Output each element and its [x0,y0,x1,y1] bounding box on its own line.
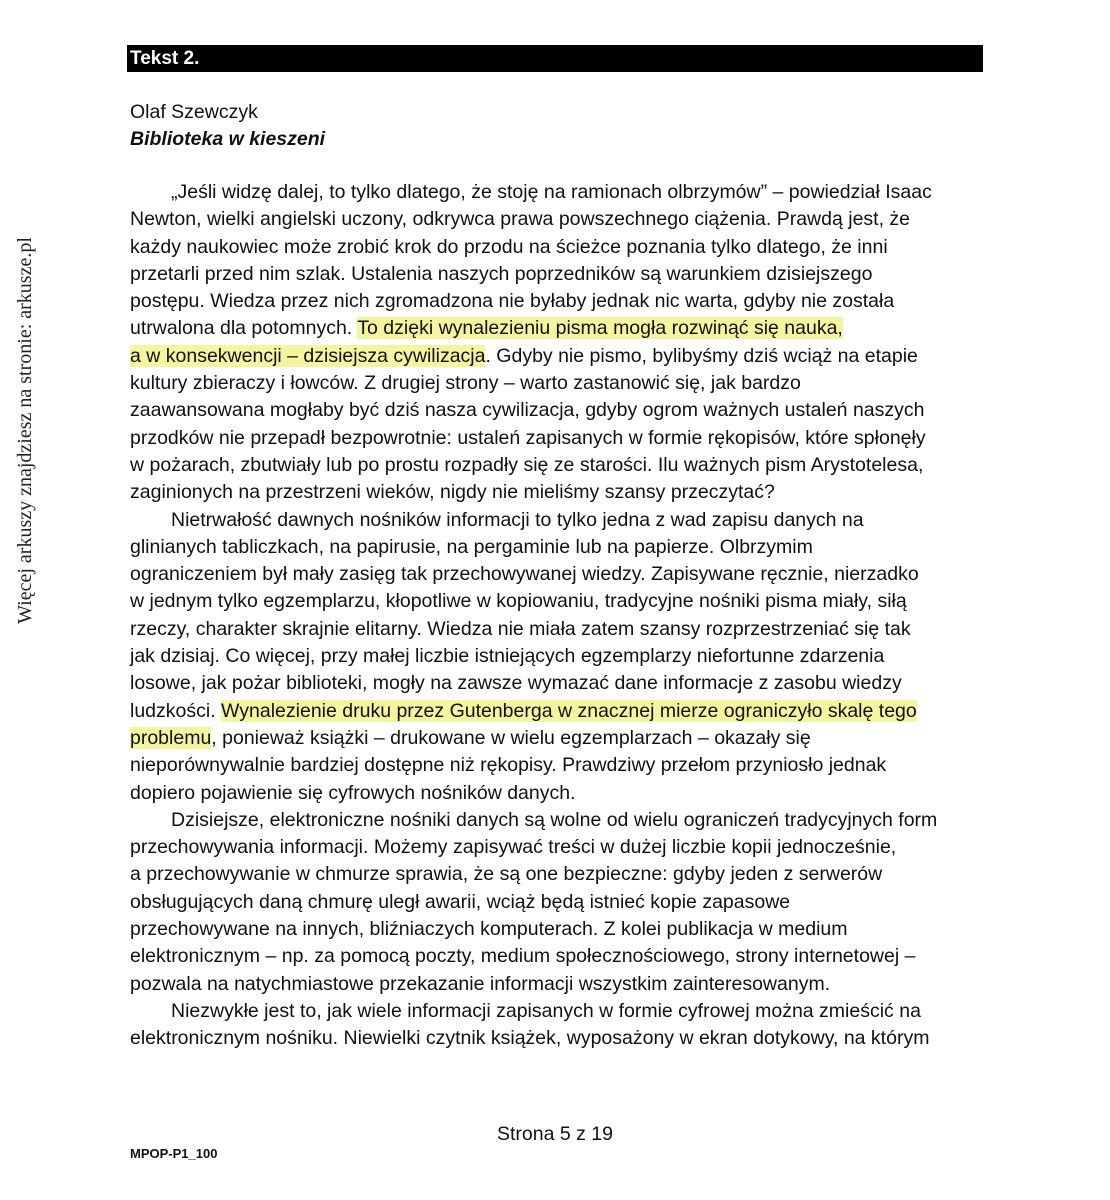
text-line [130,179,990,206]
text-line [130,616,990,643]
text-line [130,752,990,779]
highlighted-text: Wynalezienie druku przez Gutenberga w znacznej mierze ograniczyło skalę tego [221,699,917,722]
text-line [130,370,990,397]
text-line [130,861,990,888]
text-line [130,889,990,916]
text-segment: . Gdyby nie pismo, bylibyśmy dziś wciąż na etapie [485,344,918,367]
text-line [130,1025,990,1052]
text-line [130,834,990,861]
text-segment: przetarli przed nim szlak. Ustalenia naszych poprzedników są warunkiem dzisiejszego [130,262,873,285]
text-line [130,425,990,452]
text-line [130,780,990,807]
text-segment: pozwala na natychmiastowe przekazanie informacji wszystkim zainteresowanym. [130,972,831,995]
text-segment: przechowywane na innych, bliźniaczych komputerach. Z kolei publikacja w medium [130,918,848,941]
side-watermark [8,210,42,650]
text-line [130,998,990,1025]
page-number: Strona 5 z 19 [497,1123,613,1145]
text-segment: zaawansowana mogłaby być dziś nasza cywilizacja, gdyby ogrom ważnych ustaleń naszych [130,399,925,422]
text-line [130,698,990,725]
text-segment: postępu. Wiedza przez nich zgromadzona nie byłaby jednak nic warta, gdyby nie została [130,290,895,313]
text-segment: glinianych tabliczkach, na papirusie, na pergaminie lub na papierze. Olbrzymim [130,535,813,558]
text-line [130,261,990,288]
text-segment: zaginionych na przestrzeni wieków, nigdy nie mieliśmy szansy przeczytać? [130,481,775,504]
text-segment: obsługujących daną chmurę uległ awarii, wciąż będą istnieć kopie zapasowe [130,890,791,913]
text-line [130,916,990,943]
section-label-bar: Tekst 2. [127,45,983,72]
text-segment: nieporównywalnie bardziej dostępne niż rękopisy. Prawdziwy przełom przyniosło jednak [130,754,887,777]
text-segment: elektronicznym nośniku. Niewielki czytnik książek, wyposażony w ekran dotykowy, na którym [130,1027,930,1050]
side-watermark-text: Więcej arkuszy znajdziesz na stronie: arkusze.pl [13,236,36,624]
text-line [130,479,990,506]
text-line [130,725,990,752]
text-segment: utrwalona dla potomnych. [130,317,358,340]
text-segment: „Jeśli widzę dalej, to tylko dlatego, że stoję na ramionach olbrzymów” – powiedział Isaac [171,181,932,203]
text-line [130,507,990,534]
text-segment: a przechowywanie w chmurze sprawia, że są one bezpieczne: gdyby jeden z serwerów [130,863,883,886]
text-line [130,971,990,998]
exam-code: MPOP-P1_100 [130,1146,218,1161]
text-line [130,206,990,233]
body-text [130,179,990,1053]
text-line [130,588,990,615]
text-segment: ograniczeniem był mały zasięg tak przechowywanej wiedzy. Zapisywane ręcznie, nierzadko [130,563,919,586]
text-line [130,561,990,588]
text-segment: przechowywania informacji. Możemy zapisywać treści w dużej liczbie kopii jednocześnie, [130,836,897,859]
text-line [130,288,990,315]
text-segment: przodków nie przepadł bezpowrotnie: ustaleń zapisanych w formie rękopisów, które spłonęły [130,426,926,449]
author-name: Olaf Szewczyk [130,101,258,123]
highlighted-text: To dzięki wynalezieniu pisma mogła rozwinąć się nauka, [357,317,843,340]
text-segment: , ponieważ książki – drukowane w wielu egzemplarzach – okazały się [211,726,811,749]
text-segment: losowe, jak pożar biblioteki, mogły na zawsze wymazać dane informacje z zasobu wiedzy [130,672,902,695]
text-segment: każdy naukowiec może zrobić krok do przodu na ścieżce poznania tylko dlatego, że inni [130,235,888,258]
text-segment: w pożarach, zbutwiały lub po prostu rozpadły się ze starości. Ilu ważnych pism Arystotelesa, [130,453,924,476]
text-segment: w jednym tylko egzemplarzu, kłopotliwe w kopiowaniu, tradycyjne nośniki pisma miały, siłą [130,590,907,613]
text-line [130,943,990,970]
text-line [130,452,990,479]
text-line [130,643,990,670]
text-segment: Dzisiejsze, elektroniczne nośniki danych są wolne od wielu ograniczeń tradycyjnych form [171,808,938,831]
text-line [130,234,990,261]
text-segment: rzeczy, charakter skrajnie elitarny. Wiedza nie miała zatem szansy rozprzestrzeniać się tak [130,617,911,640]
text-segment: dopiero pojawienie się cyfrowych nośników danych. [130,781,576,804]
text-line [130,670,990,697]
text-segment: Niezwykłe jest to, jak wiele informacji zapisanych w formie cyfrowej można zmieścić na [171,999,921,1022]
text-segment: Newton, wielki angielski uczony, odkrywca prawa powszechnego ciążenia. Prawdą jest, że [130,208,911,231]
text-segment: elektronicznym – np. za pomocą poczty, medium społecznościowego, strony internetowej – [130,945,916,968]
text-segment: kultury zbieraczy i łowców. Z drugiej strony – warto zastanowić się, jak bardzo [130,372,801,395]
text-segment: Nietrwałość dawnych nośników informacji to tylko jedna z wad zapisu danych na [171,508,864,531]
highlighted-text: problemu [130,726,212,749]
highlighted-text: a w konsekwencji – dzisiejsza cywilizacja [130,344,486,367]
text-segment: ludzkości. [130,699,222,722]
text-line [130,807,990,834]
text-line [130,315,990,342]
text-segment: jak dzisiaj. Co więcej, przy małej liczbie istniejących egzemplarzy niefortunne zdarzenia [130,645,885,668]
text-title: Biblioteka w kieszeni [130,128,326,150]
text-line [130,397,990,424]
text-line [130,343,990,370]
text-line [130,534,990,561]
